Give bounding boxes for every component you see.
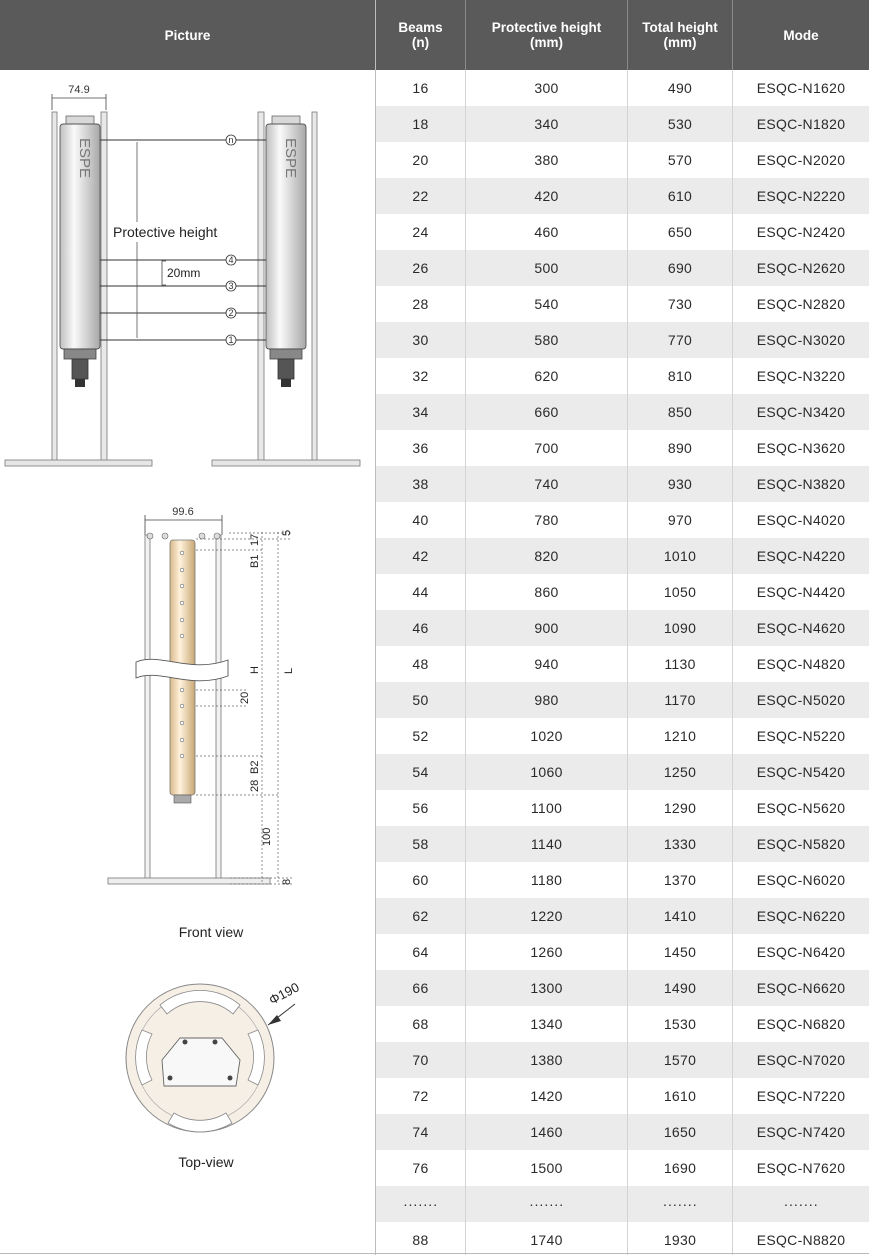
cell-beams: 56 <box>412 800 429 816</box>
cell-protective-height: 700 <box>534 440 559 456</box>
cell-protective-height: 900 <box>534 620 559 636</box>
cell-protective-height: 1300 <box>530 980 563 996</box>
cell-total-height: 490 <box>667 80 693 96</box>
dim-5: 5 <box>281 529 293 536</box>
cell-total-height: 1610 <box>663 1088 697 1104</box>
diameter-label: Φ190 <box>266 979 302 1008</box>
cell-protective-height: 500 <box>534 260 559 276</box>
beam-number-4: 4 <box>228 255 234 265</box>
dim-8: 8 <box>281 878 293 885</box>
cell-beams: 18 <box>412 116 429 132</box>
cell-total-height: 1090 <box>663 620 697 636</box>
cell-mode: ESQC-N6620 <box>756 980 846 996</box>
cell-protective-height: 1420 <box>530 1088 563 1104</box>
cell-total-height: 1370 <box>663 872 697 888</box>
column-divider <box>732 70 733 1255</box>
cell-mode: ESQC-N3620 <box>756 440 846 456</box>
cell-beams: 46 <box>412 620 429 636</box>
cell-protective-height: 580 <box>534 332 559 348</box>
header-total-unit: (mm) <box>663 35 697 50</box>
cell-beams: 72 <box>412 1088 429 1104</box>
cell-protective-height: 1460 <box>530 1124 563 1140</box>
product-drawings <box>0 70 375 1255</box>
cell-mode: ESQC-N7220 <box>756 1088 846 1104</box>
cell-mode: ESQC-N5020 <box>756 692 846 708</box>
cell-beams: 42 <box>412 548 429 564</box>
cell-beams: 64 <box>412 944 429 960</box>
column-divider <box>465 70 466 1255</box>
dim-20: 20 <box>239 691 251 704</box>
header-divider <box>732 0 733 70</box>
dim-b1: B1 <box>249 554 261 568</box>
cell-beams: 16 <box>412 80 429 96</box>
header-total-label: Total height <box>642 20 718 35</box>
header-beams-label: Beams <box>398 20 443 35</box>
cell-total-height: 1930 <box>663 1232 697 1248</box>
cell-total-height: 1210 <box>663 728 697 744</box>
cell-mode: ESQC-N7420 <box>756 1124 846 1140</box>
cell-total-height: 1450 <box>663 944 697 960</box>
cell-protective-height: 620 <box>534 368 559 384</box>
cell-mode: ESQC-N6220 <box>756 908 846 924</box>
cell-total-height: 930 <box>667 476 693 492</box>
cell-total-height: 1570 <box>663 1052 697 1068</box>
cell-mode: ESQC-N3220 <box>756 368 846 384</box>
cell-mode: ESQC-N5620 <box>756 800 846 816</box>
cell-mode: ESQC-N2420 <box>756 224 846 240</box>
cell-protective-height: 1180 <box>530 872 563 888</box>
cell-mode: ESQC-N8820 <box>756 1232 846 1248</box>
cell-beams: 58 <box>412 836 429 852</box>
cell-mode: ESQC-N4820 <box>756 656 846 672</box>
cell-beams: 62 <box>412 908 429 924</box>
brand-label-right: ESPE <box>282 138 299 179</box>
cell-beams: 74 <box>412 1124 429 1140</box>
cell-total-height: 1330 <box>663 836 697 852</box>
cell-mode: ESQC-N2220 <box>756 188 846 204</box>
cell-beams: 32 <box>412 368 429 384</box>
cell-mode: ESQC-N6420 <box>756 944 846 960</box>
cell-protective-height: 1220 <box>530 908 563 924</box>
cell-protective-height: 540 <box>534 296 559 312</box>
header-divider <box>627 0 628 70</box>
cell-total-height: 850 <box>667 404 693 420</box>
header-beams <box>376 0 465 70</box>
dim-h: H <box>249 666 261 674</box>
cell-protective-height: 860 <box>534 584 559 600</box>
front-view-diagram <box>108 506 295 940</box>
cell-beams: 36 <box>412 440 429 456</box>
cell-total-height: ······· <box>662 1196 698 1212</box>
cell-beams: 40 <box>412 512 429 528</box>
cell-mode: ESQC-N6820 <box>756 1016 846 1032</box>
cell-protective-height: 1020 <box>530 728 563 744</box>
cell-beams: 54 <box>412 764 429 780</box>
cell-protective-height: 1340 <box>530 1016 563 1032</box>
cell-total-height: 570 <box>667 152 693 168</box>
cell-protective-height: 980 <box>534 692 559 708</box>
cell-beams: 50 <box>412 692 429 708</box>
cell-protective-height: 660 <box>534 404 559 420</box>
cell-total-height: 650 <box>667 224 693 240</box>
dim-top-width: 74.9 <box>68 84 90 96</box>
beam-number-3: 3 <box>228 281 234 291</box>
cell-total-height: 770 <box>667 332 693 348</box>
cell-beams: 76 <box>412 1160 429 1176</box>
cell-beams: 48 <box>412 656 429 672</box>
beam-number-n: n <box>228 135 234 145</box>
beam-number-2: 2 <box>228 308 234 318</box>
cell-total-height: 1050 <box>663 584 697 600</box>
cell-mode: ······· <box>783 1196 819 1212</box>
cell-total-height: 610 <box>667 188 693 204</box>
dim-17: 17 <box>249 533 261 546</box>
cell-beams: 38 <box>412 476 429 492</box>
column-divider <box>627 70 628 1255</box>
cell-protective-height: 300 <box>534 80 559 96</box>
cell-beams: 88 <box>412 1232 429 1248</box>
cell-protective-height: 340 <box>534 116 559 132</box>
header-picture: Picture <box>164 27 211 43</box>
cell-mode: ESQC-N1620 <box>756 80 846 96</box>
cell-mode: ESQC-N6020 <box>756 872 846 888</box>
cell-beams: 44 <box>412 584 429 600</box>
cell-total-height: 1490 <box>663 980 697 996</box>
header-protective-height <box>466 0 627 70</box>
cell-total-height: 1410 <box>663 908 697 924</box>
cell-beams: 60 <box>412 872 429 888</box>
cell-protective-height: 1100 <box>530 800 563 816</box>
cell-beams: 24 <box>412 224 429 240</box>
cell-beams: 52 <box>412 728 429 744</box>
cell-protective-height: ······· <box>529 1196 564 1212</box>
cell-total-height: 810 <box>667 368 693 384</box>
cell-mode: ESQC-N4020 <box>756 512 846 528</box>
cell-total-height: 1690 <box>663 1160 697 1176</box>
cell-protective-height: 1500 <box>530 1160 563 1176</box>
cell-mode: ESQC-N5220 <box>756 728 846 744</box>
cell-mode: ESQC-N7620 <box>756 1160 846 1176</box>
cell-total-height: 1530 <box>663 1016 697 1032</box>
cell-mode: ESQC-N3820 <box>756 476 846 492</box>
cell-protective-height: 1380 <box>530 1052 563 1068</box>
cell-protective-height: 940 <box>534 656 559 672</box>
cell-total-height: 1010 <box>663 548 697 564</box>
cell-total-height: 890 <box>667 440 693 456</box>
cell-total-height: 530 <box>667 116 693 132</box>
cell-total-height: 1650 <box>663 1124 697 1140</box>
cell-protective-height: 1060 <box>530 764 563 780</box>
cell-protective-height: 380 <box>534 152 559 168</box>
header-total-height <box>628 0 732 70</box>
cell-mode: ESQC-N4620 <box>756 620 846 636</box>
cell-total-height: 970 <box>667 512 693 528</box>
cell-protective-height: 420 <box>534 188 559 204</box>
cell-protective-height: 1740 <box>530 1232 563 1248</box>
cell-beams: 20 <box>412 152 429 168</box>
cell-beams: 30 <box>412 332 429 348</box>
cell-mode: ESQC-N4220 <box>756 548 846 564</box>
cell-beams: 26 <box>412 260 429 276</box>
cell-beams: ······· <box>403 1196 438 1212</box>
cell-total-height: 1130 <box>664 656 696 672</box>
cell-protective-height: 460 <box>534 224 559 240</box>
cell-mode: ESQC-N2620 <box>756 260 846 276</box>
header-divider <box>465 0 466 70</box>
cell-mode: ESQC-N2020 <box>756 152 846 168</box>
header-protective-label: Protective height <box>491 20 602 35</box>
beam-pitch-label: 20mm <box>167 266 201 280</box>
front-view-caption: Front view <box>178 924 244 940</box>
top-view-caption: Top-view <box>178 1154 234 1170</box>
header-mode: Mode <box>783 27 819 43</box>
cell-protective-height: 1260 <box>530 944 563 960</box>
header-beams-unit: (n) <box>411 35 430 50</box>
cell-mode: ESQC-N3020 <box>756 332 846 348</box>
cell-beams: 70 <box>412 1052 429 1068</box>
cell-total-height: 690 <box>667 260 693 276</box>
protective-height-label: Protective height <box>113 224 218 240</box>
cell-mode: ESQC-N3420 <box>756 404 846 420</box>
cell-mode: ESQC-N1820 <box>756 116 846 132</box>
cell-total-height: 1170 <box>664 692 696 708</box>
cell-mode: ESQC-N2820 <box>756 296 846 312</box>
cell-beams: 22 <box>412 188 429 204</box>
cell-protective-height: 1140 <box>530 836 563 852</box>
cell-mode: ESQC-N5420 <box>756 764 846 780</box>
cell-protective-height: 820 <box>534 548 559 564</box>
cell-beams: 66 <box>412 980 429 996</box>
dim-l: L <box>283 667 295 674</box>
cell-protective-height: 740 <box>534 476 559 492</box>
header-protective-unit: (mm) <box>530 35 563 50</box>
light-curtain-diagram <box>5 84 360 466</box>
cell-protective-height: 780 <box>534 512 559 528</box>
brand-label-left: ESPE <box>76 138 93 179</box>
cell-total-height: 1290 <box>663 800 697 816</box>
cell-beams: 68 <box>412 1016 429 1032</box>
dim-b2: B2 <box>249 760 261 774</box>
dim-100: 100 <box>261 827 273 846</box>
cell-beams: 34 <box>412 404 429 420</box>
dim-front-width: 99.6 <box>172 506 194 518</box>
beam-number-1: 1 <box>228 335 234 345</box>
cell-total-height: 1250 <box>663 764 697 780</box>
cell-mode: ESQC-N5820 <box>756 836 846 852</box>
cell-mode: ESQC-N7020 <box>756 1052 846 1068</box>
cell-total-height: 730 <box>667 296 693 312</box>
cell-mode: ESQC-N4420 <box>756 584 846 600</box>
cell-beams: 28 <box>412 296 429 312</box>
top-view-diagram <box>126 979 302 1170</box>
dim-28: 28 <box>249 779 261 792</box>
picture-divider <box>375 0 376 1255</box>
